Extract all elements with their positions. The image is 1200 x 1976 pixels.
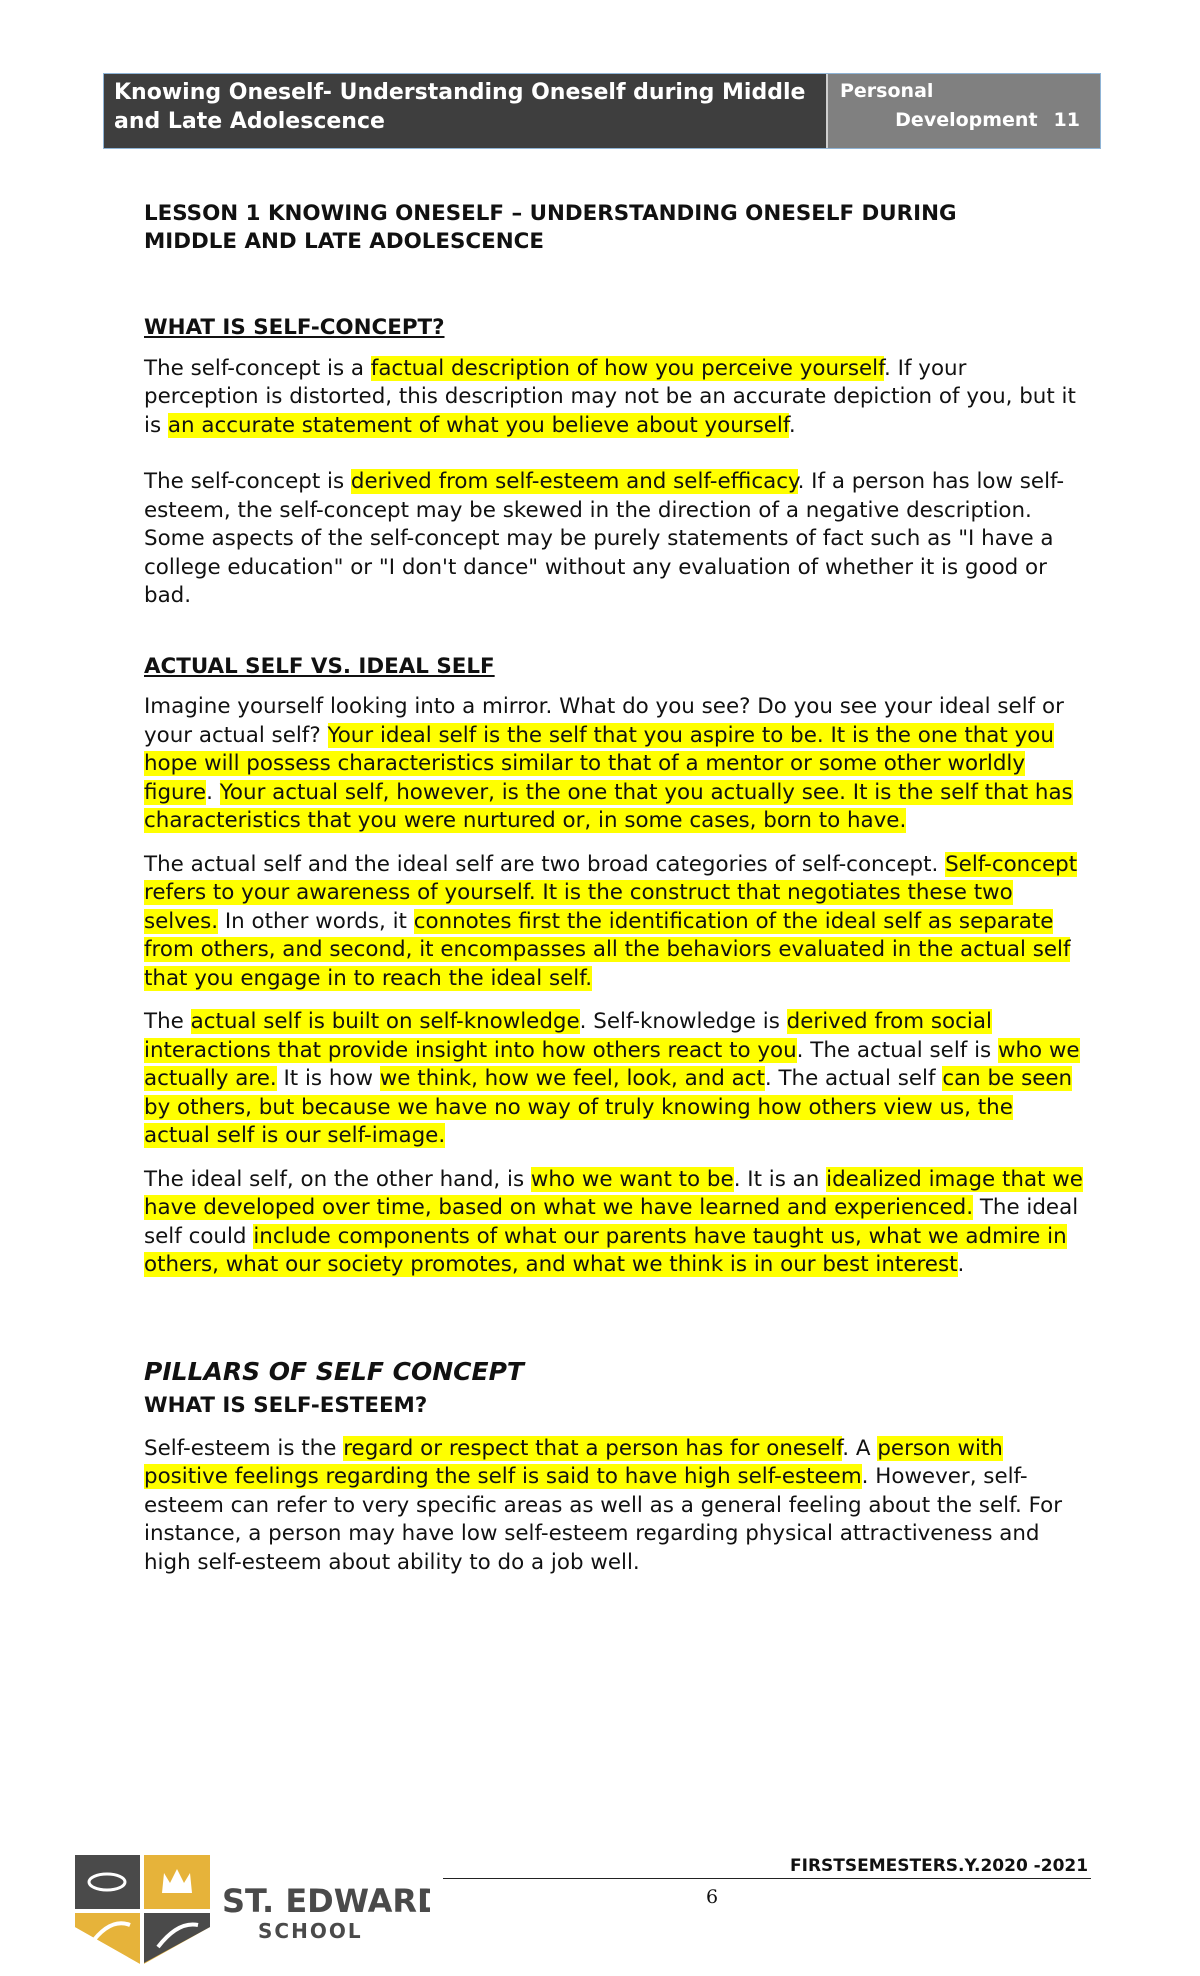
highlighted-text: Self-concept refers to your awareness of yourself. It is the construct that negotiates these two selves. bbox=[144, 851, 1078, 934]
text-run: . bbox=[788, 412, 796, 438]
header-subject-line1: Personal bbox=[840, 80, 934, 102]
text-run: . If your perception is distorted, this description may not be an accurate depiction of you, but it is bbox=[144, 355, 1076, 438]
text-run: . Self-knowledge is bbox=[579, 1009, 787, 1034]
header-title-line2: and Late Adolescence bbox=[114, 109, 385, 134]
lesson-title bbox=[144, 200, 1084, 256]
section-heading-actual-ideal: ACTUAL SELF VS. IDEAL SELF bbox=[144, 653, 495, 679]
highlighted-text: Your ideal self is the self that you aspire to be. It is the one that you hope will possess characteristics similar to that of a mentor or some other worldly figure bbox=[144, 722, 1054, 805]
section-heading-pillars: PILLARS OF SELF CONCEPT bbox=[144, 1356, 524, 1386]
highlighted-text: regard or respect that a person has for oneself bbox=[343, 1435, 843, 1461]
text-run: . If a person has low self-esteem, the self-concept may be skewed in the direction of a negative description. Some aspects of the self-concept may be purely statements of fact such as "I have a college education" or "I don't dance" without any evaluation of whether it is good or bad. bbox=[144, 469, 1065, 608]
header-subject-name: Development bbox=[895, 109, 1038, 131]
header-subject-line2 bbox=[879, 109, 1080, 131]
lesson-title-line1: LESSON 1 KNOWING ONESELF – UNDERSTANDING ONESELF DURING bbox=[144, 201, 957, 226]
section-subheading-self-esteem: WHAT IS SELF-ESTEEM? bbox=[144, 1393, 428, 1418]
highlighted-text: connotes first the identification of the ideal self as separate from others, and second, it encompasses all the behaviors evaluated in the actual self that you engage in to reach the ideal self. bbox=[144, 908, 1071, 991]
school-name-sub: SCHOOL bbox=[258, 1919, 363, 1943]
highlighted-text: we think, how we feel, look, and act bbox=[379, 1066, 765, 1091]
highlighted-text: factual description of how you perceive yourself bbox=[370, 355, 885, 381]
footer-divider bbox=[443, 1878, 1091, 1879]
header-title-line1: Knowing Oneself- Understanding Oneself during Middle bbox=[114, 80, 806, 105]
highlighted-text: can be seen by others, but because we have no way of truly knowing how others view us, the actual self is our self-image. bbox=[144, 1066, 1073, 1148]
school-name: ST. EDWARD bbox=[222, 1882, 430, 1920]
paragraph bbox=[144, 355, 1084, 441]
text-run: . The actual self is bbox=[796, 1037, 998, 1063]
highlighted-text: actual self is built on self-knowledge bbox=[190, 1009, 580, 1034]
paragraph bbox=[144, 1435, 1084, 1578]
paragraph bbox=[144, 851, 1084, 994]
text-run: The ideal self, on the other hand, is bbox=[144, 1166, 531, 1192]
header-title bbox=[104, 74, 826, 148]
text-run: In other words, it bbox=[218, 908, 414, 934]
highlighted-text: derived from self-esteem and self-efficacy bbox=[350, 469, 798, 494]
semester-label: FIRSTSEMESTERS.Y.2020 -2021 bbox=[790, 1856, 1089, 1876]
document-body bbox=[144, 200, 1084, 1577]
highlighted-text: Your actual self, however, is the one that you actually see. It is the self that has characteristics that you were nurtured or, in some cases, born to have. bbox=[144, 779, 1073, 833]
page-header bbox=[103, 73, 1101, 149]
section-heading-self-concept: WHAT IS SELF-CONCEPT? bbox=[144, 315, 445, 340]
text-run: The ideal self could bbox=[144, 1195, 1079, 1249]
text-run: The bbox=[144, 1009, 191, 1034]
text-run: The self-concept is bbox=[144, 469, 351, 494]
shield-logo-icon bbox=[70, 1817, 430, 1967]
header-subject bbox=[826, 74, 1100, 148]
text-run: . bbox=[957, 1252, 965, 1277]
paragraph bbox=[144, 693, 1084, 836]
highlighted-text: person with positive feelings regarding the self is said to have high self-esteem bbox=[144, 1435, 1003, 1489]
highlighted-text: an accurate statement of what you believe about yourself bbox=[167, 412, 789, 438]
page-number: 6 bbox=[706, 1886, 719, 1908]
text-run: . It is an bbox=[733, 1166, 827, 1192]
text-run: . A bbox=[842, 1435, 878, 1461]
paragraph bbox=[144, 468, 1084, 611]
text-run: The self-concept is a bbox=[144, 355, 371, 381]
header-grade: 11 bbox=[1053, 109, 1080, 131]
highlighted-text: derived from social interactions that provide insight into how others react to you bbox=[144, 1009, 992, 1063]
text-run: Self-esteem is the bbox=[144, 1435, 344, 1461]
text-run: . bbox=[206, 779, 220, 805]
paragraph bbox=[144, 1008, 1084, 1151]
text-run: It is how bbox=[276, 1066, 380, 1091]
school-logo bbox=[70, 1817, 430, 1971]
paragraph bbox=[144, 1166, 1084, 1280]
highlighted-text: include components of what our parents have taught us, what we admire in others, what our society promotes, and what we think is in our best interest bbox=[144, 1223, 1067, 1277]
text-run: . The actual self bbox=[764, 1066, 943, 1091]
highlighted-text: who we want to be bbox=[530, 1166, 734, 1192]
text-run: Imagine yourself looking into a mirror. What do you see? Do you see your ideal self or your actual self? bbox=[144, 694, 1064, 748]
highlighted-text: idealized image that we have developed over time, based on what we have learned and experienced. bbox=[144, 1166, 1083, 1220]
highlighted-text: who we actually are. bbox=[144, 1037, 1080, 1091]
text-run: . However, self-esteem can refer to very specific areas as well as a general feeling about the self. For instance, a person may have low self-esteem regarding physical attractiveness and high self-esteem about ability to do a job well. bbox=[144, 1464, 1063, 1575]
text-run: The actual self and the ideal self are two broad categories of self-concept. bbox=[144, 851, 946, 877]
lesson-title-line2: MIDDLE AND LATE ADOLESCENCE bbox=[144, 229, 544, 254]
